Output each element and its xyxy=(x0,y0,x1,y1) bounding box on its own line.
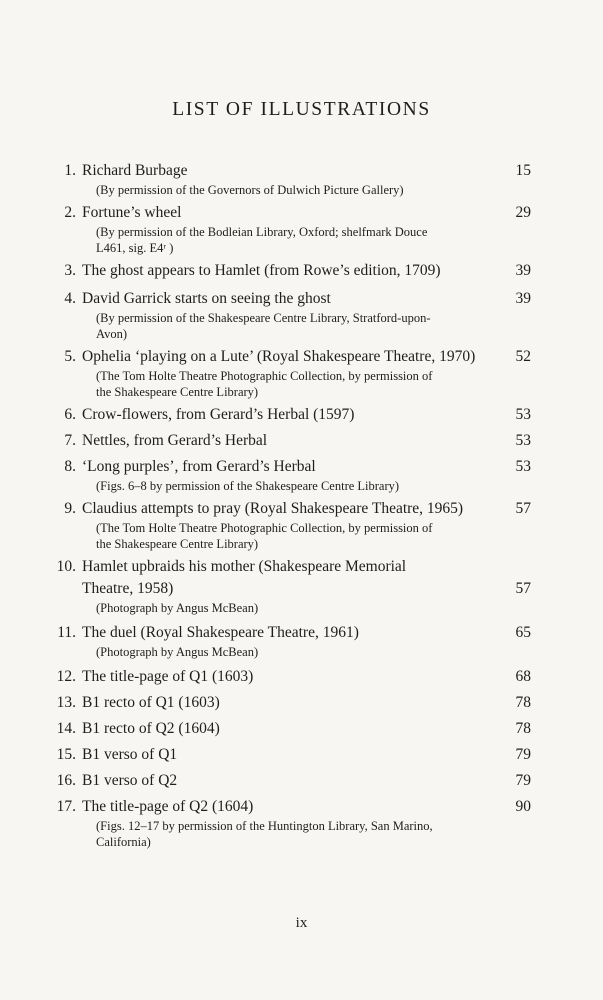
entry-title: B1 verso of Q1 xyxy=(82,746,178,763)
entry-page: 90 xyxy=(515,798,531,815)
entry-title: Richard Burbage xyxy=(82,162,188,179)
list-item xyxy=(0,692,603,714)
entry-title: ‘Long purples’, from Gerard’s Herbal xyxy=(82,458,316,475)
list-item xyxy=(0,456,603,478)
entry-number: 8. xyxy=(64,458,76,475)
list-item xyxy=(0,556,603,600)
entry-credit: (The Tom Holte Theatre Photographic Collection, by permission of the Shakespeare Centre Library) xyxy=(96,521,433,551)
entry-number: 6. xyxy=(64,406,76,423)
entry-page: 39 xyxy=(515,290,531,307)
entry-number: 15. xyxy=(56,746,76,763)
entry-credit: (Figs. 6–8 by permission of the Shakespeare Centre Library) xyxy=(96,479,400,493)
entry-title: B1 recto of Q1 (1603) xyxy=(82,694,220,711)
entry-number: 13. xyxy=(56,694,76,711)
entry-credit: (The Tom Holte Theatre Photographic Collection, by permission of the Shakespeare Centre Library) xyxy=(96,369,433,399)
entry-number: 2. xyxy=(64,204,76,221)
entry-credit: (Photograph by Angus McBean) xyxy=(96,645,259,659)
entry-number: 17. xyxy=(56,798,76,815)
entry-title: David Garrick starts on seeing the ghost xyxy=(82,290,331,307)
list-item xyxy=(0,288,603,310)
list-item xyxy=(0,260,603,282)
entry-page: 68 xyxy=(515,668,531,685)
entry-page: 15 xyxy=(515,162,531,179)
list-item xyxy=(0,346,603,368)
entry-page: 78 xyxy=(515,720,531,737)
entry-credit: (Figs. 12–17 by permission of the Huntington Library, San Marino, California) xyxy=(96,819,433,849)
illustration-list xyxy=(0,160,603,850)
entry-page: 53 xyxy=(515,406,531,423)
entry-page: 65 xyxy=(515,624,531,641)
entry-title: B1 verso of Q2 xyxy=(82,772,178,789)
entry-page: 79 xyxy=(515,772,531,789)
entry-credit: (Photograph by Angus McBean) xyxy=(96,601,259,615)
entry-number: 7. xyxy=(64,432,76,449)
entry-title: Nettles, from Gerard’s Herbal xyxy=(82,432,268,449)
list-item xyxy=(0,160,603,182)
entry-title: Crow-flowers, from Gerard’s Herbal (1597) xyxy=(82,406,355,423)
list-item xyxy=(0,718,603,740)
page-number: ix xyxy=(295,915,308,931)
entry-credit: (By permission of the Bodleian Library, Oxford; shelfmark Douce L461, sig. E4ʳ ) xyxy=(96,225,428,255)
entry-title: Claudius attempts to pray (Royal Shakespeare Theatre, 1965) xyxy=(82,500,464,517)
entry-number: 16. xyxy=(56,772,76,789)
entry-title: Fortune’s wheel xyxy=(82,204,182,221)
page-title: LIST OF ILLUSTRATIONS xyxy=(172,99,431,120)
entry-page: 57 xyxy=(515,500,531,517)
entry-page: 29 xyxy=(515,204,531,221)
entry-number: 12. xyxy=(56,668,76,685)
entry-number: 9. xyxy=(64,500,76,517)
entry-title: The title-page of Q2 (1604) xyxy=(82,798,254,815)
entry-credit: (By permission of the Governors of Dulwich Picture Gallery) xyxy=(96,183,404,197)
entry-title: Hamlet upbraids his mother (Shakespeare Memorial Theatre, 1958) xyxy=(82,558,407,597)
entry-number: 4. xyxy=(64,290,76,307)
entry-number: 1. xyxy=(64,162,76,179)
entry-number: 10. xyxy=(56,558,76,575)
list-item xyxy=(0,404,603,426)
entry-number: 3. xyxy=(64,262,76,279)
entry-number: 5. xyxy=(64,348,76,365)
list-item xyxy=(0,770,603,792)
list-item xyxy=(0,202,603,224)
list-item xyxy=(0,744,603,766)
entry-page: 52 xyxy=(515,348,531,365)
list-item xyxy=(0,666,603,688)
entry-page: 39 xyxy=(515,262,531,279)
entry-title: Ophelia ‘playing on a Lute’ (Royal Shakespeare Theatre, 1970) xyxy=(82,348,476,365)
entry-credit: (By permission of the Shakespeare Centre Library, Stratford-upon-Avon) xyxy=(96,311,431,341)
list-item xyxy=(0,796,603,818)
entry-title: The duel (Royal Shakespeare Theatre, 1961) xyxy=(82,624,359,641)
entry-number: 11. xyxy=(57,624,76,641)
entry-title: The ghost appears to Hamlet (from Rowe’s edition, 1709) xyxy=(82,262,441,279)
entry-page: 53 xyxy=(515,432,531,449)
list-item xyxy=(0,498,603,520)
entry-page: 78 xyxy=(515,694,531,711)
entry-page: 57 xyxy=(515,580,531,597)
entry-number: 14. xyxy=(56,720,76,737)
list-item xyxy=(0,622,603,644)
entry-page: 53 xyxy=(515,458,531,475)
entry-page: 79 xyxy=(515,746,531,763)
entry-title: The title-page of Q1 (1603) xyxy=(82,668,254,685)
entry-title: B1 recto of Q2 (1604) xyxy=(82,720,220,737)
list-item xyxy=(0,430,603,452)
